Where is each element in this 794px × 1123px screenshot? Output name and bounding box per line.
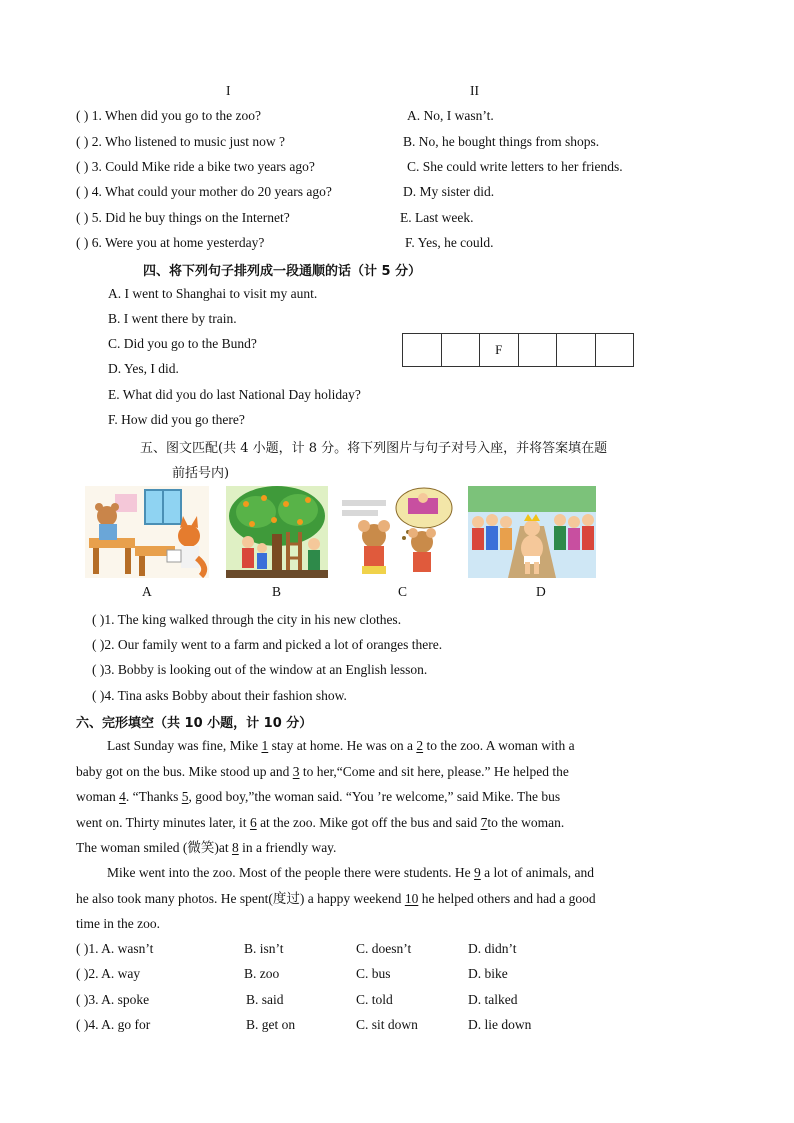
blank-5[interactable]: 5 — [181, 789, 189, 804]
classroom-illustration — [85, 486, 209, 578]
answer-paren[interactable]: ( ) — [76, 184, 89, 199]
passage-text: Mike went into the zoo. Most of the people there were students. He — [107, 865, 475, 880]
option-b: B. zoo — [244, 966, 280, 981]
option-d: D. bike — [468, 966, 508, 981]
option-d: D. lie down — [468, 1017, 532, 1032]
king-parade-illustration — [468, 486, 596, 578]
answer-option: B. No, he bought things from shops. — [403, 134, 600, 149]
option-c: C. told — [356, 992, 393, 1007]
option-b: B. get on — [246, 1017, 296, 1032]
option-b: B. said — [246, 992, 284, 1007]
question-text: 5. Did he buy things on the Internet? — [91, 210, 290, 225]
match-row — [76, 159, 315, 175]
passage-text: , good boy,”the woman said. “You ’re welcome,” said Mike. The bus — [188, 789, 561, 804]
sentence-item: C. Did you go to the Bund? — [108, 336, 257, 351]
blank-3[interactable]: 3 — [292, 763, 300, 779]
sentence-item: E. What did you do last National Day holiday? — [108, 387, 361, 402]
matching-sentence: ( )4. Tina asks Bobby about their fashion show. — [92, 688, 347, 703]
passage-text: to her,“Come and sit here, please.” He helped the — [299, 763, 569, 779]
answer-paren[interactable]: ( ) — [76, 210, 89, 225]
matching-sentence: ( )2. Our family went to a farm and picked a lot of oranges there. — [92, 637, 443, 652]
picture-c — [342, 486, 454, 578]
section-5-title-cont: 前括号内) — [172, 466, 230, 481]
blank-6[interactable]: 6 — [249, 814, 257, 830]
passage-text: . “Thanks — [125, 789, 182, 804]
passage-text: The woman smiled (微笑)at — [76, 840, 232, 855]
question-text: 1. When did you go to the zoo? — [91, 108, 261, 123]
option-row-4-question: ( )4. A. go for — [76, 1017, 151, 1032]
passage-text: a lot of animals, and — [480, 865, 595, 880]
passage-text: Last Sunday was fine, Mike — [107, 738, 262, 753]
blank-1[interactable]: 1 — [261, 738, 269, 753]
section-4-title: 四、将下列句子排列成一段通顺的话（计 5 分） — [143, 264, 422, 279]
answer-paren[interactable]: ( ) — [76, 159, 89, 174]
answer-option: F. Yes, he could. — [405, 235, 494, 250]
blank-8[interactable]: 8 — [231, 840, 239, 855]
sentence-item: D. Yes, I did. — [108, 361, 179, 376]
option-c: C. doesn’t — [356, 941, 412, 956]
mice-talking-illustration — [342, 486, 454, 578]
question-text: 3. Could Mike ride a bike two years ago? — [91, 159, 315, 174]
matching-sentence: ( )1. The king walked through the city in his new clothes. — [92, 612, 402, 627]
option-row-3-question: ( )3. A. spoke — [76, 992, 150, 1007]
answer-option: C. She could write letters to her friends. — [407, 159, 623, 174]
option-row-2-question: ( )2. A. way — [76, 966, 141, 981]
orange-farm-illustration — [226, 486, 328, 578]
picture-label-b: B — [272, 584, 282, 599]
option-d: D. didn’t — [468, 941, 517, 956]
section-6-title: 六、完形填空（共 10 小题，计 10 分） — [76, 716, 313, 731]
option-b: B. isn’t — [244, 941, 284, 956]
order-box[interactable] — [403, 334, 442, 367]
column-header-ii: II — [470, 83, 479, 98]
question-text: 6. Were you at home yesterday? — [91, 235, 265, 250]
picture-a — [85, 486, 209, 578]
answer-option: E. Last week. — [400, 210, 474, 225]
passage-text: he helped others and had a good — [418, 890, 596, 906]
match-row — [76, 108, 261, 124]
passage-text: time in the zoo. — [76, 916, 160, 931]
order-box[interactable] — [595, 334, 634, 367]
option-c: C. sit down — [356, 1017, 418, 1032]
order-box[interactable]: F — [480, 334, 519, 367]
match-row — [76, 134, 285, 150]
passage-text: to the zoo. A woman with a — [423, 738, 575, 753]
sentence-item: A. I went to Shanghai to visit my aunt. — [108, 286, 318, 301]
order-box[interactable] — [557, 334, 596, 367]
blank-7[interactable]: 7 — [480, 814, 488, 830]
passage-text: stay at home. He was on a — [268, 738, 417, 753]
passage-text: he also took many photos. He spent(度过) a happy weekend — [76, 890, 405, 906]
passage-text: at the zoo. Mike got off the bus and said — [256, 814, 481, 830]
sentence-item: B. I went there by train. — [108, 311, 237, 326]
blank-2[interactable]: 2 — [416, 738, 424, 753]
option-d: D. talked — [468, 992, 518, 1007]
question-text: 4. What could your mother do 20 years ago? — [91, 184, 332, 199]
order-box[interactable] — [441, 334, 480, 367]
answer-option: A. No, I wasn’t. — [407, 108, 494, 123]
answer-option: D. My sister did. — [403, 184, 495, 199]
match-row — [76, 235, 264, 251]
picture-b — [226, 486, 328, 578]
passage-text: in a friendly way. — [238, 840, 337, 855]
cloze-paragraph-1 — [76, 733, 682, 861]
matching-sentence: ( )3. Bobby is looking out of the window at an English lesson. — [92, 662, 428, 677]
answer-paren[interactable]: ( ) — [76, 134, 89, 149]
passage-text: woman — [76, 789, 120, 804]
column-header-i: I — [226, 83, 231, 98]
passage-text: went on. Thirty minutes later, it — [76, 814, 250, 830]
answer-paren[interactable]: ( ) — [76, 108, 89, 123]
option-row-1-question: ( )1. A. wasn’t — [76, 941, 154, 956]
cloze-paragraph-2 — [76, 860, 682, 937]
blank-4[interactable]: 4 — [119, 789, 126, 804]
picture-label-a: A — [142, 584, 152, 599]
picture-label-c: C — [398, 584, 408, 599]
match-row — [76, 184, 332, 200]
sentence-item: F. How did you go there? — [108, 412, 245, 427]
answer-paren[interactable]: ( ) — [76, 235, 89, 250]
blank-10[interactable]: 10 — [404, 890, 419, 906]
blank-9[interactable]: 9 — [474, 865, 481, 880]
passage-text: baby got on the bus. Mike stood up and — [76, 763, 293, 779]
section-5-title: 五、图文匹配(共 4 小题，计 8 分。将下列图片与句子对号入座，并将答案填在题 — [140, 441, 608, 456]
option-c: C. bus — [356, 966, 391, 981]
match-row — [76, 210, 290, 226]
passage-text: to the woman. — [487, 814, 565, 830]
question-text: 2. Who listened to music just now ? — [91, 134, 285, 149]
order-box[interactable] — [518, 334, 557, 367]
picture-d — [468, 486, 596, 578]
picture-label-d: D — [536, 584, 546, 599]
order-answer-grid — [402, 333, 634, 367]
